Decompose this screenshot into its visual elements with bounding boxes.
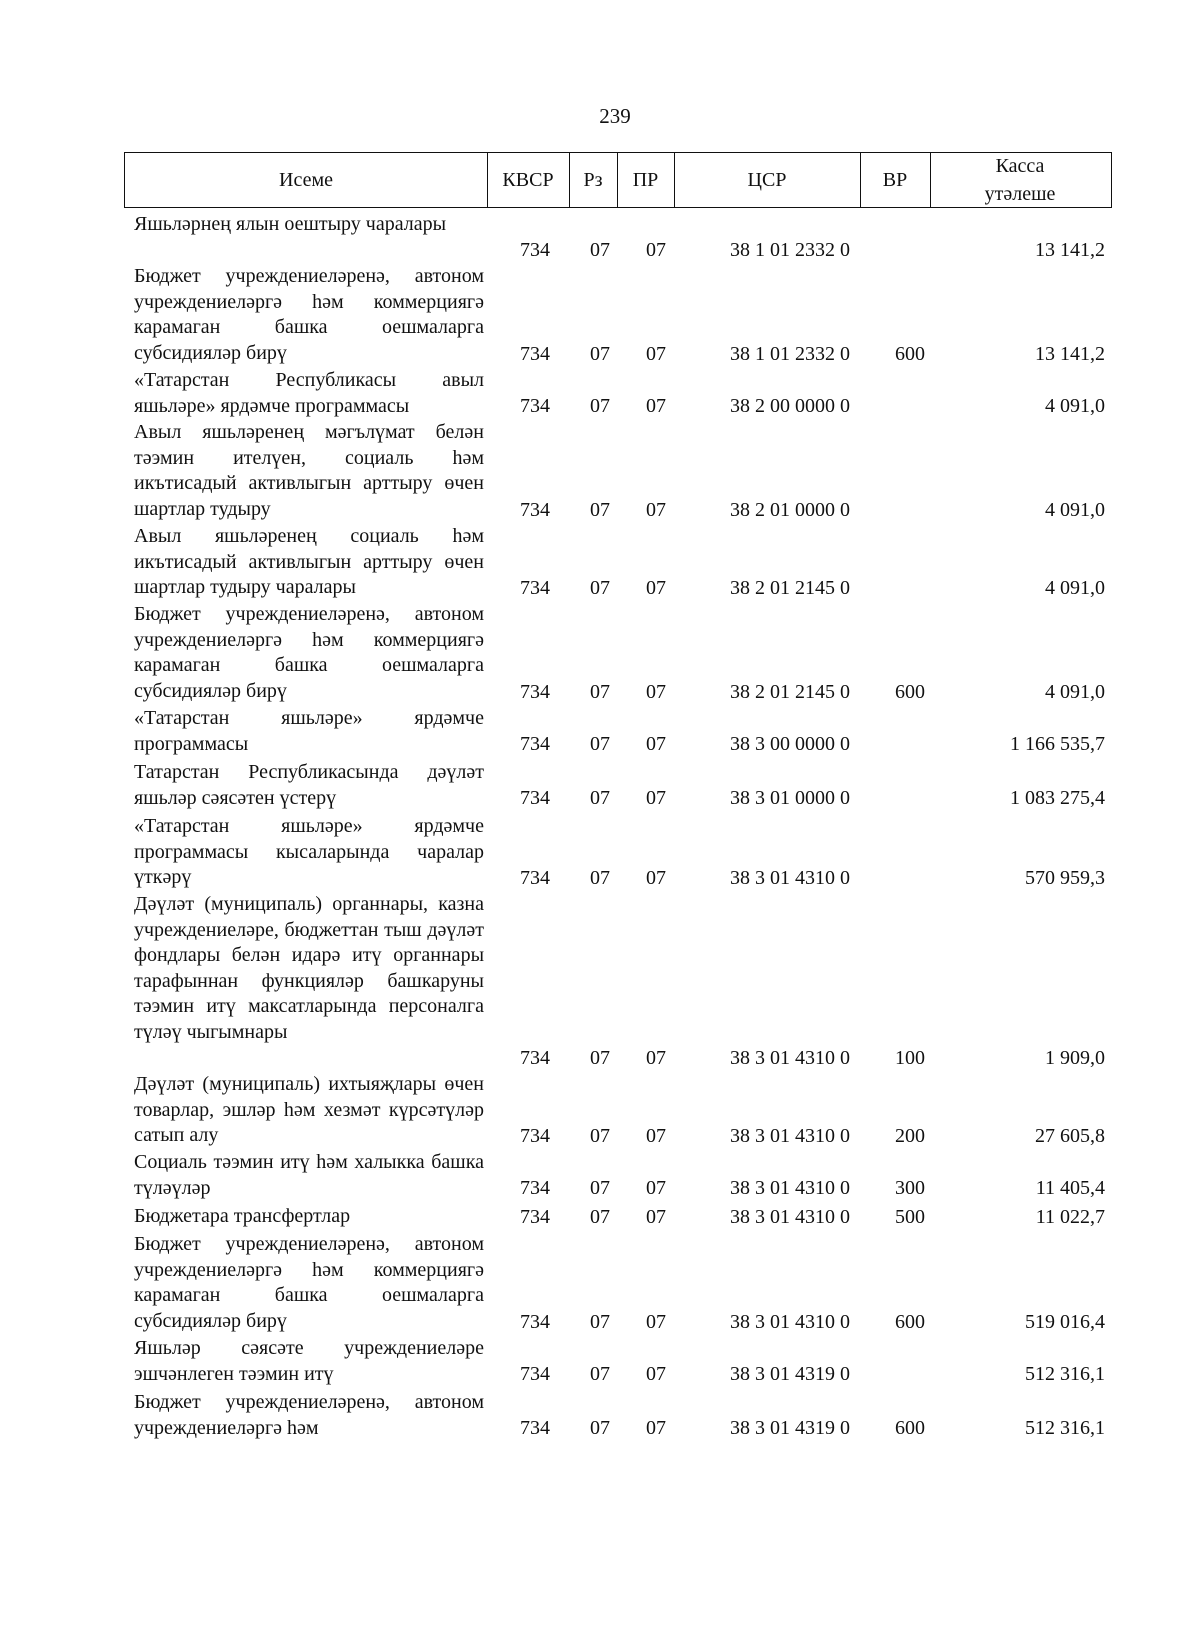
row-kassa: 1 909,0 [1045, 1047, 1105, 1069]
row-pr: 07 [646, 867, 666, 889]
table-row [0, 1204, 1200, 1230]
row-kassa: 512 316,1 [1025, 1363, 1105, 1385]
row-rz: 07 [590, 867, 610, 889]
row-kvsr: 734 [520, 1177, 550, 1199]
row-kvsr: 734 [520, 239, 550, 261]
header-vr: ВР [882, 169, 908, 191]
row-csr: 38 2 01 0000 0 [730, 499, 850, 521]
row-rz: 07 [590, 787, 610, 809]
table-row [0, 706, 1200, 757]
table-row [0, 524, 1200, 601]
row-kvsr: 734 [520, 1363, 550, 1385]
row-csr: 38 3 01 4310 0 [730, 1206, 850, 1228]
row-pr: 07 [646, 1417, 666, 1439]
row-rz: 07 [590, 395, 610, 417]
table-row [0, 1232, 1200, 1335]
row-kvsr: 734 [520, 1206, 550, 1228]
row-kassa: 512 316,1 [1025, 1417, 1105, 1439]
row-rz: 07 [590, 1417, 610, 1439]
row-csr: 38 3 01 4319 0 [730, 1363, 850, 1385]
table-row [0, 1336, 1200, 1387]
row-name: Дәүләт (муниципаль) органнары, казна учреждениеләре, бюджеттан тыш дәүләт фондлары белән идарә итү органнары тарафыннан функцияләр башкаруны тәэмин итү максатларында персоналга түләү чыгымнары [134, 893, 484, 1043]
row-vr: 600 [895, 343, 925, 365]
row-kvsr: 734 [520, 343, 550, 365]
header-csr: ЦСР [747, 169, 787, 191]
row-csr: 38 2 01 2145 0 [730, 577, 850, 599]
row-pr: 07 [646, 733, 666, 755]
row-name: Авыл яшьләренең социаль һәм икътисадый активлыгын арттыру өчен шартлар тудыру чаралары [134, 525, 484, 598]
row-csr: 38 1 01 2332 0 [730, 239, 850, 261]
table-row [0, 1150, 1200, 1201]
header-pr: ПР [632, 169, 659, 191]
row-rz: 07 [590, 733, 610, 755]
header-kassa: Касса утәлеше [984, 155, 1056, 205]
table-row [0, 892, 1200, 1071]
row-kvsr: 734 [520, 867, 550, 889]
row-csr: 38 1 01 2332 0 [730, 343, 850, 365]
row-name: «Татарстан яшьләре» ярдәмче программасы [134, 707, 484, 755]
table-row [0, 1072, 1200, 1149]
row-kvsr: 734 [520, 681, 550, 703]
row-csr: 38 2 00 0000 0 [730, 395, 850, 417]
row-rz: 07 [590, 577, 610, 599]
row-kvsr: 734 [520, 787, 550, 809]
row-name: Татарстан Республикасында дәүләт яшьләр сәясәтен үстерү [134, 761, 484, 809]
table-row [0, 814, 1200, 891]
table-row [0, 212, 1200, 263]
row-kvsr: 734 [520, 1047, 550, 1069]
row-csr: 38 3 00 0000 0 [730, 733, 850, 755]
table-row [0, 602, 1200, 705]
row-rz: 07 [590, 1125, 610, 1147]
row-pr: 07 [646, 1125, 666, 1147]
row-pr: 07 [646, 395, 666, 417]
row-vr: 100 [895, 1047, 925, 1069]
row-rz: 07 [590, 499, 610, 521]
row-pr: 07 [646, 343, 666, 365]
row-name: «Татарстан яшьләре» ярдәмче программасы кысаларында чаралар үткәрү [134, 815, 484, 888]
row-kassa: 4 091,0 [1045, 499, 1105, 521]
row-vr: 600 [895, 1311, 925, 1333]
row-kassa: 13 141,2 [1035, 343, 1105, 365]
row-name: Бюджет учреждениеләренә, автоном учреждениеләргә һәм [134, 1391, 484, 1439]
table-row [0, 264, 1200, 367]
row-pr: 07 [646, 1177, 666, 1199]
row-name: Яшьләр сәясәте учреждениеләре эшчәнлеген тәэмин итү [134, 1337, 484, 1385]
row-pr: 07 [646, 1047, 666, 1069]
row-kassa: 1 083 275,4 [1010, 787, 1105, 809]
row-kvsr: 734 [520, 577, 550, 599]
row-name: Яшьләрнең ялын оештыру чаралары [134, 213, 447, 235]
row-kassa: 4 091,0 [1045, 395, 1105, 417]
row-pr: 07 [646, 239, 666, 261]
row-kassa: 11 405,4 [1035, 1177, 1105, 1199]
table-row [0, 1390, 1200, 1441]
row-name: Дәүләт (муниципаль) ихтыяҗлары өчен товарлар, эшләр һәм хезмәт күрсәтүләр сатып алу [134, 1073, 484, 1146]
row-vr: 500 [895, 1206, 925, 1228]
row-name: Бюджет учреждениеләренә, автоном учреждениеләргә һәм коммерциягә карамаган башка оешмаларга субсидияләр бирү [134, 603, 484, 702]
row-rz: 07 [590, 1177, 610, 1199]
row-name: Бюджет учреждениеләренә, автоном учреждениеләргә һәм коммерциягә карамаган башка оешмаларга субсидияләр бирү [134, 1233, 484, 1332]
row-kassa: 13 141,2 [1035, 239, 1105, 261]
page-number: 239 [599, 104, 631, 128]
row-csr: 38 3 01 4310 0 [730, 867, 850, 889]
row-kassa: 519 016,4 [1025, 1311, 1105, 1333]
row-rz: 07 [590, 1047, 610, 1069]
row-pr: 07 [646, 681, 666, 703]
row-kvsr: 734 [520, 499, 550, 521]
row-pr: 07 [646, 1363, 666, 1385]
row-pr: 07 [646, 577, 666, 599]
table-header [124, 152, 1112, 208]
row-vr: 200 [895, 1125, 925, 1147]
row-csr: 38 3 01 4310 0 [730, 1311, 850, 1333]
row-csr: 38 3 01 0000 0 [730, 787, 850, 809]
row-vr: 600 [895, 1417, 925, 1439]
row-vr: 600 [895, 681, 925, 703]
row-rz: 07 [590, 239, 610, 261]
row-kassa: 11 022,7 [1035, 1206, 1105, 1228]
row-csr: 38 3 01 4310 0 [730, 1125, 850, 1147]
row-kassa: 27 605,8 [1035, 1125, 1105, 1147]
row-name: «Татарстан Республикасы авыл яшьләре» ярдәмче программасы [134, 369, 484, 417]
row-csr: 38 3 01 4319 0 [730, 1417, 850, 1439]
row-kassa: 4 091,0 [1045, 681, 1105, 703]
row-rz: 07 [590, 343, 610, 365]
row-kassa: 4 091,0 [1045, 577, 1105, 599]
row-vr: 300 [895, 1177, 925, 1199]
row-pr: 07 [646, 787, 666, 809]
header-kvsr: КВСР [502, 169, 554, 191]
table-row [0, 760, 1200, 811]
header-rz: Рз [583, 169, 603, 191]
row-rz: 07 [590, 1311, 610, 1333]
row-pr: 07 [646, 1206, 666, 1228]
row-csr: 38 3 01 4310 0 [730, 1047, 850, 1069]
row-name: Бюджетара трансфертлар [134, 1205, 351, 1227]
row-kassa: 1 166 535,7 [1010, 733, 1105, 755]
row-rz: 07 [590, 1206, 610, 1228]
row-rz: 07 [590, 1363, 610, 1385]
table-row [0, 420, 1200, 523]
row-csr: 38 3 01 4310 0 [730, 1177, 850, 1199]
row-csr: 38 2 01 2145 0 [730, 681, 850, 703]
row-kvsr: 734 [520, 1417, 550, 1439]
table-row [0, 368, 1200, 419]
row-pr: 07 [646, 499, 666, 521]
row-name: Бюджет учреждениеләренә, автоном учреждениеләргә һәм коммерциягә карамаган башка оешмаларга субсидияләр бирү [134, 265, 484, 364]
row-kassa: 570 959,3 [1025, 867, 1105, 889]
row-pr: 07 [646, 1311, 666, 1333]
row-kvsr: 734 [520, 395, 550, 417]
row-kvsr: 734 [520, 1311, 550, 1333]
header-name: Исеме [279, 169, 333, 191]
row-name: Социаль тәэмин итү һәм халыкка башка түләүләр [134, 1151, 484, 1199]
row-rz: 07 [590, 681, 610, 703]
row-kvsr: 734 [520, 1125, 550, 1147]
row-name: Авыл яшьләренең мәгълүмат белән тәэмин ителүен, социаль һәм икътисадый активлыгын арттыру өчен шартлар тудыру [134, 421, 484, 520]
row-kvsr: 734 [520, 733, 550, 755]
